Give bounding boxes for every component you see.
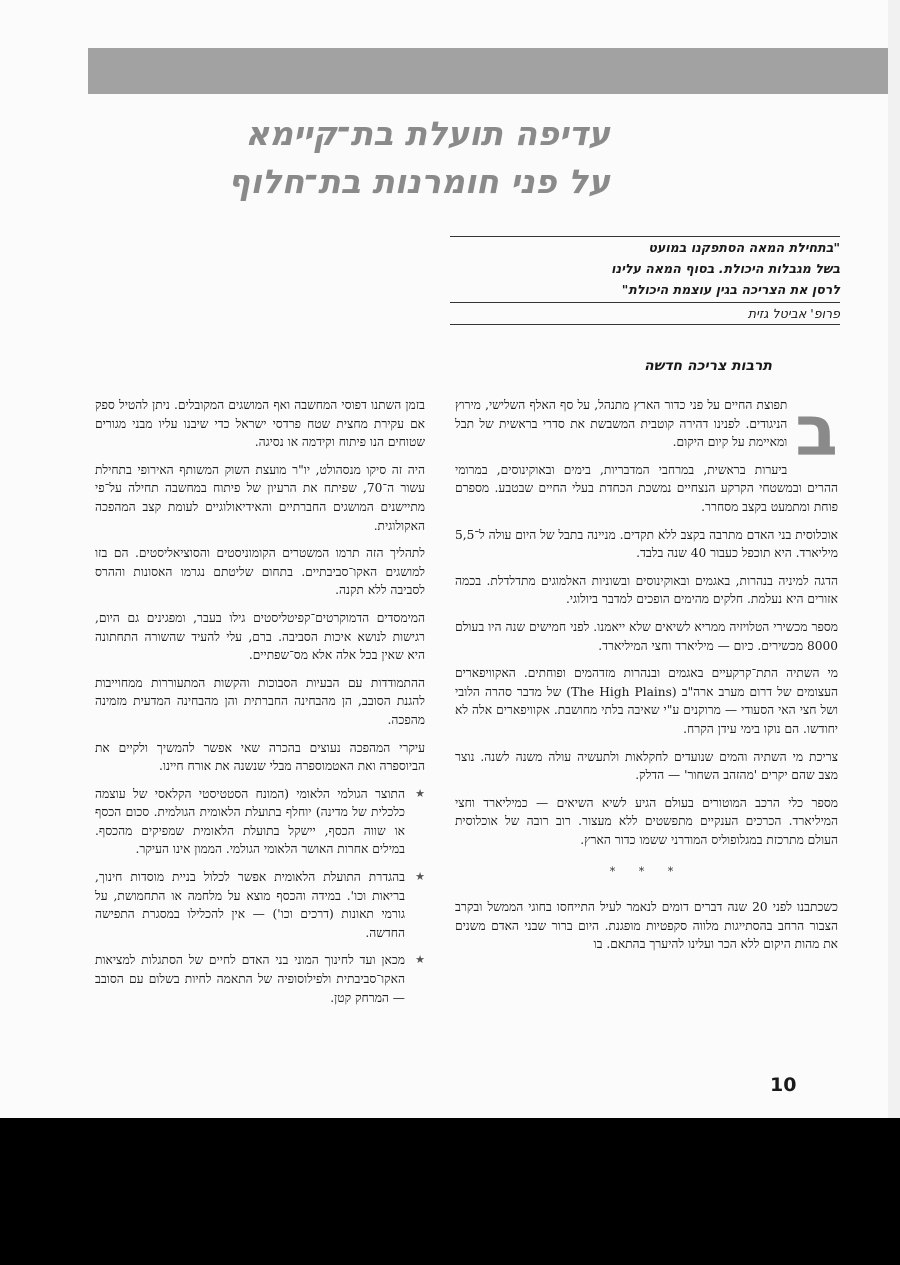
paragraph-text: ) של מדבר סהרה הלובי ושל חצי האי הסעודי — מרוקנים ע"י שאיבה בלתי מחושבת. אקוויפארים אלה לא יחודשו. הם נוקו בימי עידן הקרח. [455, 684, 838, 736]
quote-line-1: "בתחילת המאה הסתפקנו במועט [648, 240, 840, 255]
paragraph: ביערות בראשית, במרחבי המדבריות, בימים ובאוקינוסים, במרומי ההרים ובמשטחי הקרקע הנצחיים נמשכת הכחדת בעלי החיים שבטבע. מספרם פוחת ומתמעט בקצב מסחרר. [455, 462, 838, 514]
star-bullet-icon: ★ [415, 953, 425, 967]
quote-author: פרופ' אביטל גזית [450, 302, 840, 325]
scan-border [0, 1118, 900, 1265]
page-edge [888, 0, 900, 1118]
paragraph [455, 664, 838, 738]
paragraph: אוכלוסית בני האדם מתרבה בקצב ללא תקדים. מניינה בתבל של היום עולה ל־5,5 מיליארד. היא תוכפל כעבור 40 שנה בלבד. [455, 527, 838, 561]
paragraph: בזמן השתנו דפוסי המחשבה ואף המושגים המקובלים. ניתן להטיל ספק אם עקירת מחצית שטח פרדסי ישראל כדי שיבנו עליו מבני מגורים שטוחים הנו פיתוח וקידמה או נסיגה. [95, 398, 425, 450]
paragraph: לתהליך הזה תרמו המשטרים הקומוניסטים והסוציאליסטים. הם בזו למושגים האקו־סביבתיים. בתחום שליטתם נגרמו האסונות וההרס לסביבה ללא תקנה. [95, 546, 425, 598]
paragraph: מספר מכשירי הטלויזיה ממריא לשיאים שלא ייאמנו. לפני חמישים שנה היו בעולם 8000 מכשירים. כיום — מיליארד וחצי המיליארד. [455, 619, 838, 653]
paragraph: כשכתבנו לפני 20 שנה דברים דומים לנאמר לעיל התייחסו בחוגי הממשל ובקרב הצבור הרחב בהסתייגות מלווה סקפטיות מופגנת. היום ברור שבני האדם משנים את מהות היקום ללא הכר ועלינו להיערך בהתאם. בו [455, 900, 838, 952]
section-heading: תרבות צריכה חדשה [644, 358, 772, 374]
page-number: 10 [770, 1074, 797, 1096]
paragraph: ההתמודדות עם הבעיות הסבוכות והקשות המתעוררות ממחוייבות להגנת הסובב, הן מהבחינה החברתית והן מהבחינה המדעית מזמינה מהפכה. [95, 675, 425, 727]
paragraph: הדגה למיניה בנהרות, באגמים ובאוקינוסים ובשוניות האלמוגים מתדלדלת. בכמה אזורים היא נעלמת. חלקים מהימים הופכים למדבר ביולוגי. [455, 573, 838, 607]
quote-line-3: לרסן את הצריכה בגין עוצמת היכולת" [621, 282, 840, 297]
star-bullet-icon: ★ [415, 786, 425, 800]
drop-cap: ב [795, 390, 838, 472]
paragraph-text: תפוצת החיים על פני כדור הארץ מתנהל, על סף האלף השלישי, מירוץ הניגודים. לפנינו דהירה קוטבית המשבשת את סדרי בראשית של תבל ומאיימת על קיום היקום. [455, 398, 788, 450]
paragraph [455, 390, 838, 472]
bullet-text: בהגדרת התועלת הלאומית אפשר לכלול בניית מוסדות חינוך, בריאות וכו'. במידה והכסף מוצא על מלחמה או התחמושת, על גורמי תאונות (דרכים וכו') — אין להכלילו במסגרת התפישה החדשה. [95, 870, 405, 940]
quote-line-2: בשל מגבלות היכולת. בסוף המאה עלינו [611, 261, 840, 276]
section-break-stars: * * * [609, 865, 684, 879]
right-column [455, 390, 838, 963]
paragraph: היה זה סיקו מנסהולט, יו"ר מועצת השוק המשותף האירופי בתחילת עשור ה־70, שפיתח את הרעיון של פיתוח במחשבה תחילה על־פי מתיישנים המושגים החברתיים והאידיאולוגיים לעומת קצב המהפכה האקולוגית. [95, 462, 425, 533]
header-bar [88, 48, 888, 94]
paragraph: המימסדים הדמוקרטים־קפיטליסטים גילו בעבר, ומפגינים גם היום, רגישות לנושא איכות הסביבה. ברם, עלי להעיד שהשורה התחתונה היא שאין בכל אלה אלא מס־שפתיים. [95, 610, 425, 663]
paragraph: מספר כלי הרכב המוטורים בעולם הגיע לשיא השיאים — כמיליארד וחצי המיליארד. הכרכים הענקיים מתפשטים ללא מעצור. רוב רובה של אוכלוסית העולם מתרכזת במגלופוליס המודרני ששמו כדור הארץ. [455, 795, 838, 847]
article-title [170, 110, 610, 206]
star-bullet-icon: ★ [415, 870, 425, 884]
bullet-item [95, 868, 425, 942]
left-column [95, 396, 425, 1016]
bullet-text: מכאן ועד לחינוך המוני בני האדם לחיים של הסתגלות למציאות האקו־סביבתית ולפילוסופיה של התאמה לחיות בשלום עם הסובב — המרחק קטן. [95, 953, 405, 1005]
paragraph: צריכת מי השתיה והמים שנועדים לחקלאות ולתעשיה עולה משנה לשנה. נוצר מצב שהם יקרים 'מהזהב השחור' — הדלק. [455, 749, 838, 783]
bullet-text: התוצר הגולמי הלאומי (המונח הסטטיסטי הקלאסי של עוצמה כלכלית של מדינה) יוחלף בתועלת הלאומית הגולמית. סכום הכסף או שווה הכסף, יישקל בתועלת הלאומית שמפיקים מהכסף. במילים אחרות האושר הלאומי הגולמי. הממון אינו העיקר. [95, 786, 405, 857]
paragraph-text: מי השתיה התת־קרקעיים באגמים ובנהרות מזדהמים ופוחתים. האקוויפארים העצומים של דרום מערב ארה"ב ( [455, 666, 838, 699]
paragraph: עיקרי המהפכה נעוצים בהכרה שאי אפשר להמשיך ולקיים את הביוספרה ואת האטמוספרה מבלי שנשנה את אורח חיינו. [95, 740, 425, 774]
bullet-item [95, 785, 425, 859]
title-line-2: על פני חומרנות בת־חלוף [228, 162, 610, 201]
bullet-item [95, 951, 425, 1007]
title-line-1: עדיפה תועלת בת־קיימא [245, 114, 610, 153]
english-term: The High Plains [571, 684, 672, 699]
epigraph-quote [450, 236, 840, 325]
